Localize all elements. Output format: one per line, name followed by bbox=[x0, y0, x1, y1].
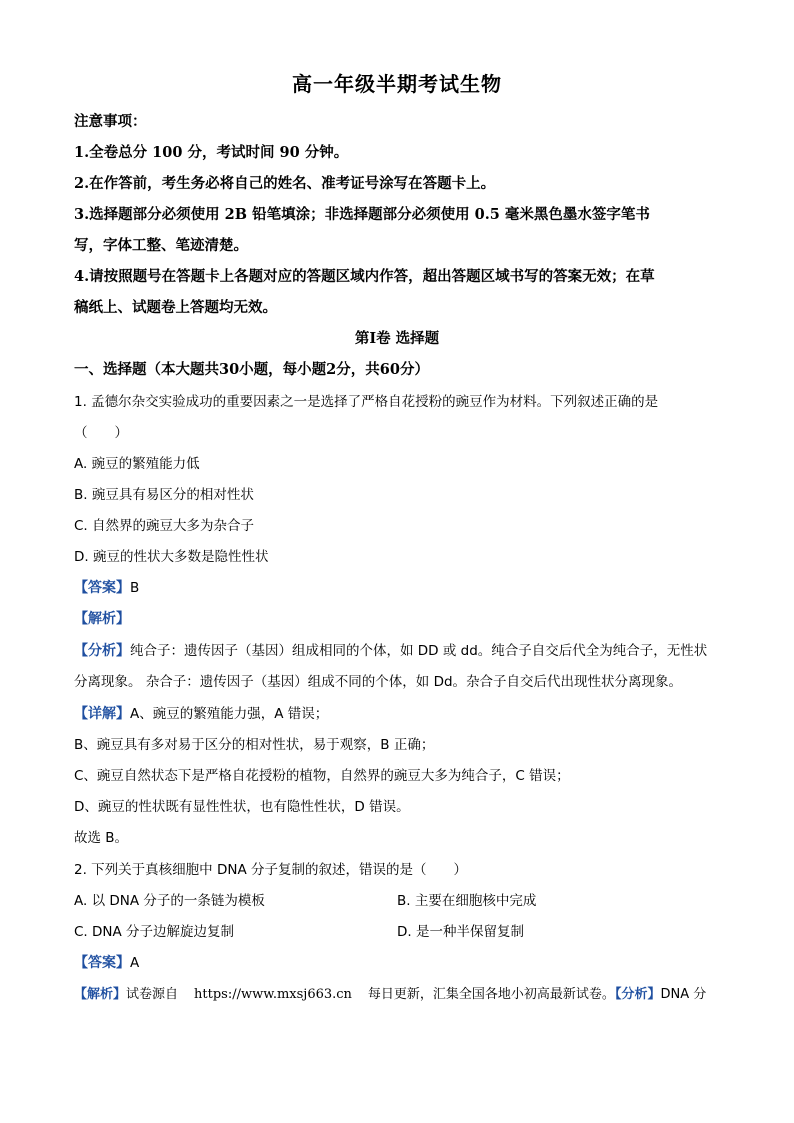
q2-answer-tag: 【答案】 bbox=[74, 955, 130, 971]
q1-answer-tag: 【答案】 bbox=[74, 580, 130, 596]
notice-item-4: 4.请按照题号在答题卡上各题对应的答题区域内作答，超出答题区域书写的答案无效；在草 bbox=[74, 268, 655, 285]
notice-item-1: 1.全卷总分 100 分，考试时间 90 分钟。 bbox=[74, 144, 349, 161]
q2-stem: 2. 下列关于真核细胞中 DNA 分子复制的叙述，错误的是（ ） bbox=[74, 862, 467, 878]
q1-xiangjie-tag: 【详解】 bbox=[74, 706, 130, 722]
q2-option-b: B. 主要在细胞核中完成 bbox=[397, 893, 537, 909]
notice-item-4-cont: 稿纸上、试题卷上答题均无效。 bbox=[74, 299, 277, 316]
q1-stem: 1. 孟德尔杂交实验成功的重要因素之一是选择了严格自花授粉的豌豆作为材料。下列叙述正确的是 bbox=[74, 394, 659, 410]
notice-item-3-cont: 写，字体工整、笔迹清楚。 bbox=[74, 237, 248, 254]
q2-answer bbox=[74, 952, 139, 972]
q1-xiangjie-d: D、豌豆的性状既有显性性状，也有隐性性状，D 错误。 bbox=[74, 799, 410, 815]
q1-fenxi bbox=[74, 639, 707, 660]
q1-option-c: C. 自然界的豌豆大多为杂合子 bbox=[74, 518, 255, 534]
q1-conclusion: 故选 B。 bbox=[74, 830, 129, 846]
q1-option-d: D. 豌豆的性状大多数是隐性性状 bbox=[74, 549, 269, 565]
q2-fenxi-tag: 【分析】 bbox=[614, 987, 661, 1002]
q2-analysis bbox=[74, 983, 706, 1002]
q1-answer-value: B bbox=[130, 580, 140, 596]
q2-answer-value: A bbox=[130, 955, 140, 971]
q1-fenxi-tag: 【分析】 bbox=[74, 643, 130, 659]
q1-xiangjie-c: C、豌豆自然状态下是严格自花授粉的植物，自然界的豌豆大多为纯合子，C 错误； bbox=[74, 768, 570, 784]
q1-xiangjie-a: A、豌豆的繁殖能力强，A 错误； bbox=[130, 706, 329, 722]
q1-xiangjie bbox=[74, 702, 328, 723]
notice-item-2: 2.在作答前，考生务必将自己的姓名、准考证号涂写在答题卡上。 bbox=[74, 175, 496, 192]
q1-analysis bbox=[74, 608, 130, 628]
q2-fenxi-start: DNA 分 bbox=[660, 987, 707, 1002]
q2-source-text: 试卷源自 bbox=[126, 987, 179, 1002]
part-title: 一、选择题（本大题共30小题，每小题2分，共60分） bbox=[74, 361, 429, 378]
page-title: 高一年级半期考试生物 bbox=[292, 72, 502, 96]
q2-source-url[interactable]: https://www.mxsj663.cn bbox=[194, 987, 352, 1002]
notice-heading: 注意事项： bbox=[74, 113, 147, 130]
q2-option-d: D. 是一种半保留复制 bbox=[397, 924, 524, 940]
q2-option-a: A. 以 DNA 分子的一条链为模板 bbox=[74, 893, 265, 909]
volume-title: 第Ⅰ卷 选择题 bbox=[354, 330, 440, 347]
q1-stem-bracket: （ ） bbox=[74, 425, 128, 441]
q1-fenxi-text: 纯合子：遗传因子（基因）组成相同的个体，如 DD 或 dd。纯合子自交后代全为纯合子，无性状 bbox=[130, 643, 708, 659]
q1-xiangjie-b: B、豌豆具有多对易于区分的相对性状，易于观察，B 正确； bbox=[74, 737, 435, 753]
q1-option-a: A. 豌豆的繁殖能力低 bbox=[74, 456, 200, 472]
q1-option-b: B. 豌豆具有易区分的相对性状 bbox=[74, 487, 254, 503]
q2-analysis-tag: 【解析】 bbox=[74, 987, 127, 1002]
q1-analysis-tag: 【解析】 bbox=[74, 611, 130, 627]
q2-source-tail: 每日更新，汇集全国各地小初高最新试卷。 bbox=[367, 987, 615, 1002]
notice-item-3: 3.选择题部分必须使用 2B 铅笔填涂；非选择题部分必须使用 0.5 毫米黑色墨水签字笔书 bbox=[74, 206, 650, 223]
q2-option-c: C. DNA 分子边解旋边复制 bbox=[74, 924, 235, 940]
q1-fenxi-cont: 分离现象。 杂合子：遗传因子（基因）组成不同的个体，如 Dd。杂合子自交后代出现性状分离现象。 bbox=[74, 674, 683, 690]
q1-answer bbox=[74, 577, 139, 597]
